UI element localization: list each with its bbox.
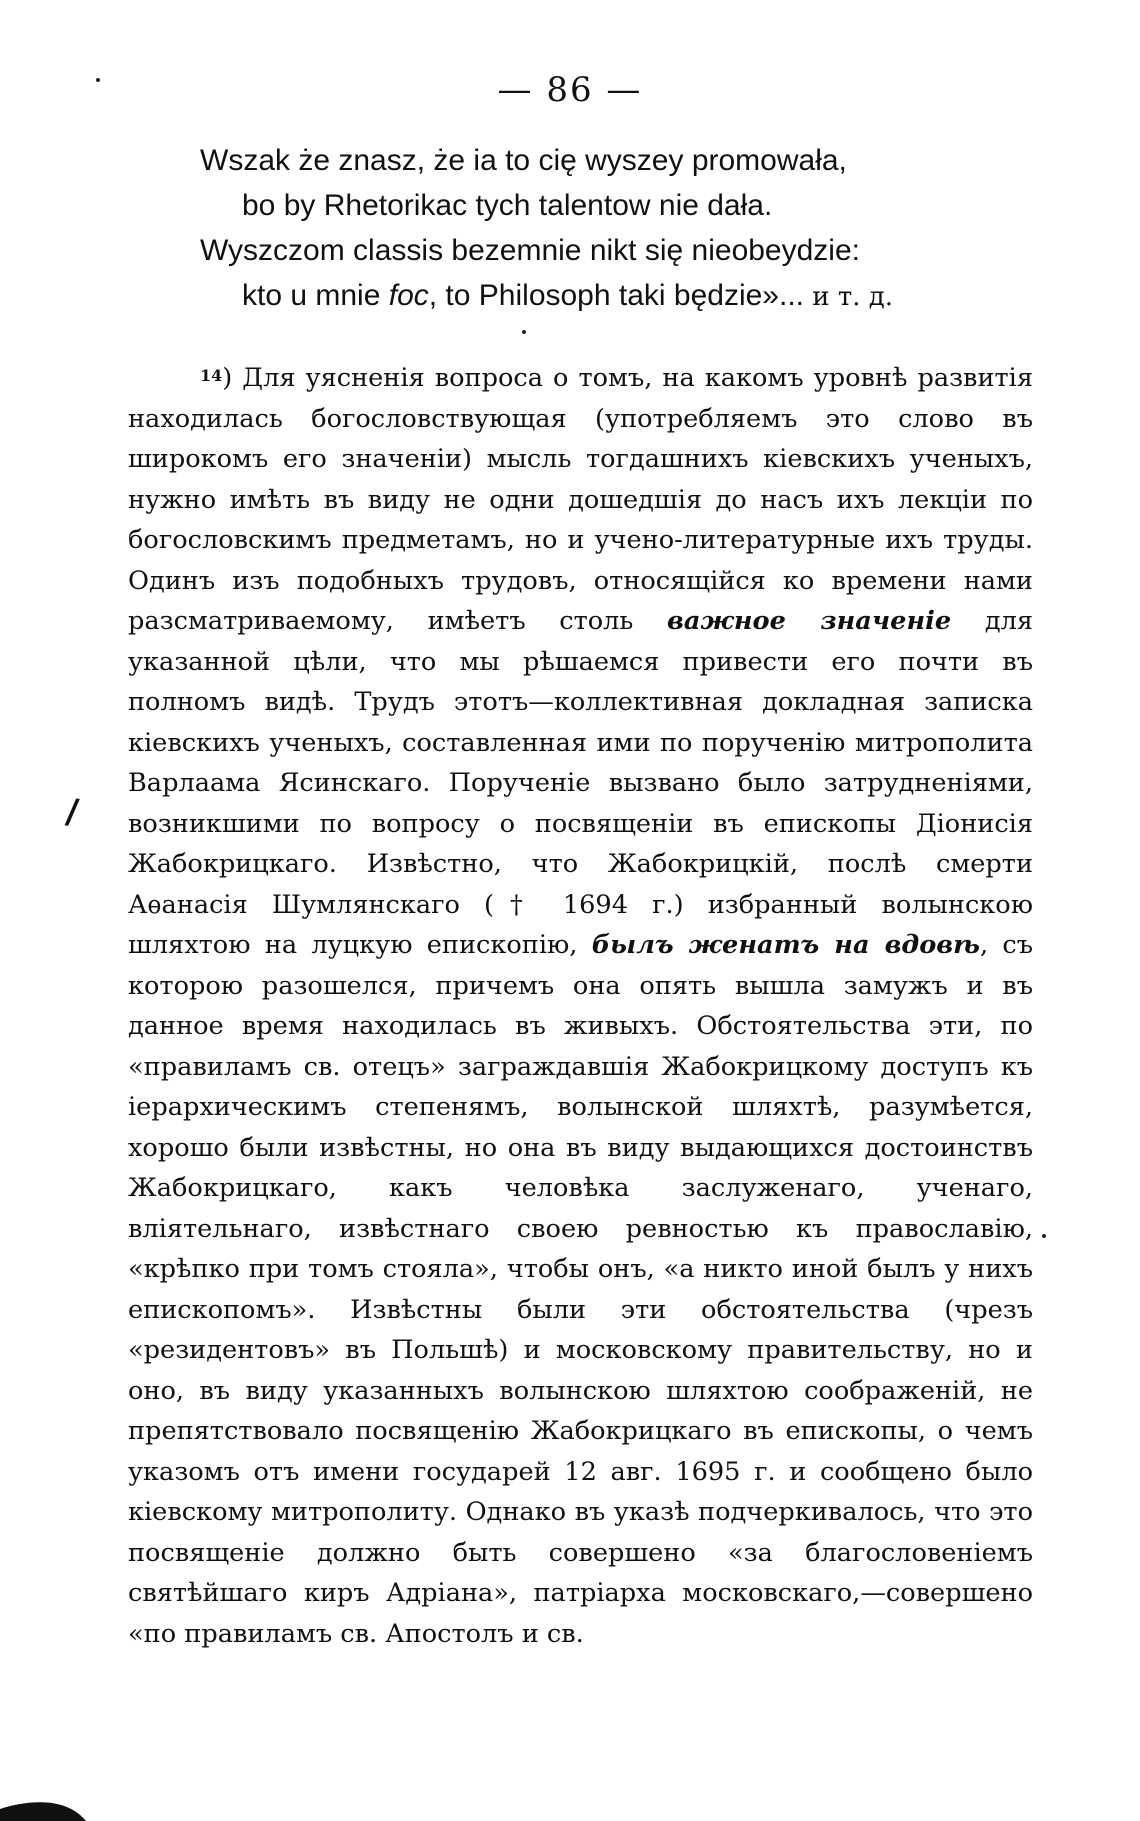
footnote-text-3: , съ которою разошелся, причемъ она опять вышла замужъ и въ данное время находилась въ живыхъ. Обстоятельства эти, по «правиламъ св. отецъ» заграждавшія Жабокрицкому доступъ къ іерархическимъ степенямъ, волынской шляхтѣ, разумѣется, хорошо были извѣстны, но она въ виду выдающихся достоинствъ Жабокрицкаго, какъ человѣка заслуженаго, ученаго, вліятельнаго, извѣстнаго своею ревностью къ православію, «крѣпко при томъ стояла», чтобы онъ, «а никто иной былъ у нихъ епископомъ». Извѣстны были эти обстоятельства (чрезъ «резидентовъ» въ Польшѣ) и московскому правительству, но и оно, въ виду указанныхъ волынскою шляхтою соображеній, не препятствовало посвященію Жабокрицкаго въ епископы, о чемъ указомъ отъ имени государей 12 авг. 1695 г. и сообщено было кіевскому митрополиту. Однако въ указѣ подчеркивалось, что это посвященіе должно быть совершено «за благословеніемъ святѣйшаго киръ Адріана», патріарха московскаго,—совершено «по правиламъ св. Апостолъ и св.	[128, 930, 1034, 1649]
margin-slash-mark: /	[63, 791, 81, 833]
footnote-14	[128, 358, 1033, 1654]
verse-line-4-trail: и т. д.	[804, 282, 894, 312]
footnote-emphasis-1: важное значеніе	[667, 606, 952, 636]
footnote-emphasis-2: былъ женатъ на вдовѣ	[591, 930, 980, 960]
verse-line-1: Wszak że znasz, że ia to cię wyszey promowała,	[200, 144, 847, 177]
stray-dot-right-margin	[1042, 1234, 1046, 1238]
verse-line-2: bo by Rhetorikac tych talentow nie dała.	[242, 189, 773, 222]
corner-ink-blot	[0, 1787, 86, 1821]
verse-quotation	[200, 138, 980, 320]
verse-line-4-end: , to Philosoph taki będzie»...	[428, 279, 804, 312]
footnote-marker: 14	[200, 366, 223, 385]
page-number: — 86 —	[497, 70, 643, 110]
footnote-text-1: ) Для уясненія вопроса о томъ, на какомъ уровнѣ развитія находилась богословствующая (употребляемъ это слово въ широкомъ его значеніи) мысль тогдашнихъ кіевскихъ ученыхъ, нужно имѣть въ виду не одни дошедшія до насъ ихъ лекціи по богословскимъ предметамъ, но и учено-литературные ихъ труды. Одинъ изъ подобныхъ трудовъ, относящійся ко времени нами разсматриваемому, имѣетъ столь	[128, 363, 1033, 636]
stray-dot-after-verse	[522, 330, 526, 334]
verse-line-3: Wyszczom classis bezemnie nikt się nieobeydzie:	[200, 234, 860, 267]
stray-dot-top-left	[96, 78, 100, 82]
verse-line-4-start: kto u mnie	[242, 279, 389, 312]
verse-line-4-italic: foc	[388, 279, 429, 312]
footnote-body	[128, 358, 1033, 1654]
verse-line-4	[200, 273, 980, 320]
footnote-text-2: для указанной цѣли, что мы рѣшаемся привести его почти въ полномъ видѣ. Трудъ этотъ—коллективная докладная записка кіевскихъ ученыхъ, составленная ими по порученію митрополита Варлаама Ясинскаго. Порученіе вызвано было затрудненіями, возникшими по вопросу о посвященіи въ епископы Діонисія Жабокрицкаго. Извѣстно, что Жабокрицкій, послѣ смерти Аѳанасія Шумлянскаго († 1694 г.) избранный волынскою шляхтою на луцкую епископію,	[128, 606, 1033, 960]
